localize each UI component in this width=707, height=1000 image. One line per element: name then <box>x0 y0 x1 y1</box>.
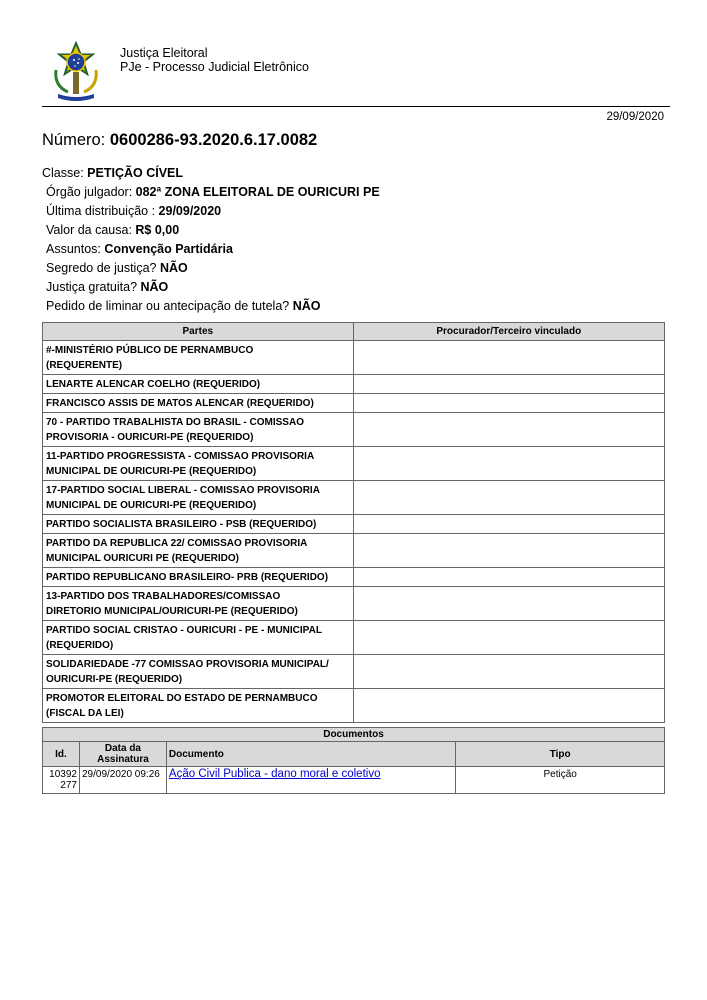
procurador-cell <box>353 621 664 655</box>
field-value: R$ 0,00 <box>135 223 180 237</box>
documento-tipo: Petição <box>456 767 665 794</box>
parte-name-cell <box>43 621 354 655</box>
partes-table-body <box>43 341 665 723</box>
parte-row <box>43 568 665 587</box>
parte-name-line: (FISCAL DA LEI) <box>46 708 124 719</box>
procurador-cell <box>353 655 664 689</box>
parte-name-line: SOLIDARIEDADE -77 COMISSAO PROVISORIA MUNICIPAL/ <box>46 659 329 670</box>
parte-name-line: (REQUERIDO) <box>46 640 114 651</box>
procurador-cell <box>353 568 664 587</box>
parte-name-line: MUNICIPAL DE OURICURI-PE (REQUERIDO) <box>46 466 257 477</box>
field-label: Valor da causa: <box>46 223 136 237</box>
parte-row <box>43 481 665 515</box>
parte-name-cell <box>43 394 354 413</box>
documentos-title: Documentos <box>43 728 665 742</box>
process-fields <box>42 164 667 316</box>
id-line: 10392 <box>49 769 77 780</box>
field-label: Órgão julgador: <box>46 185 136 199</box>
field-label: Classe: <box>42 166 88 180</box>
id-line: 277 <box>60 780 77 791</box>
parte-row <box>43 587 665 621</box>
court-name: Justiça Eleitoral <box>120 46 208 60</box>
parte-row <box>43 621 665 655</box>
parte-name-cell <box>43 534 354 568</box>
parte-name-cell <box>43 655 354 689</box>
parte-row <box>43 394 665 413</box>
procurador-cell <box>353 689 664 723</box>
parte-name-line: PARTIDO REPUBLICANO BRASILEIRO- PRB (REQUERIDO) <box>46 572 329 583</box>
parte-row <box>43 413 665 447</box>
field-value: 29/09/2020 <box>158 204 222 218</box>
field-justica-gratuita <box>42 278 667 297</box>
process-number-label: Número: <box>42 131 106 149</box>
parte-name-cell <box>43 447 354 481</box>
field-value: 082ª ZONA ELEITORAL DE OURICURI PE <box>135 185 380 199</box>
parte-name-line: 70 - PARTIDO TRABALHISTA DO BRASIL - COMISSAO <box>46 417 304 428</box>
procurador-cell <box>353 587 664 621</box>
documentos-table <box>42 727 665 794</box>
field-valor-da-causa <box>42 221 667 240</box>
parte-name-line: 11-PARTIDO PROGRESSISTA - COMISSAO PROVISORIA <box>46 451 315 462</box>
data-assinatura-column-header <box>79 742 166 767</box>
field-value: Convenção Partidária <box>104 242 233 256</box>
header-line: Data da <box>104 743 141 754</box>
procurador-cell <box>353 481 664 515</box>
parte-name-line: (REQUERENTE) <box>46 360 123 371</box>
documento-cell <box>166 767 455 794</box>
field-label: Justiça gratuita? <box>46 280 141 294</box>
parte-name-line: DIRETORIO MUNICIPAL/OURICURI-PE (REQUERIDO) <box>46 606 298 617</box>
id-column-header: Id. <box>43 742 80 767</box>
documentos-title-row <box>43 728 665 742</box>
field-assuntos <box>42 240 667 259</box>
parte-row <box>43 341 665 375</box>
field-value: NÃO <box>159 261 188 275</box>
brasao-republica-icon <box>50 40 102 104</box>
field-label: Assuntos: <box>46 242 105 256</box>
process-number-value: 0600286-93.2020.6.17.0082 <box>109 131 318 149</box>
header-divider <box>42 106 670 107</box>
header-line: Assinatura <box>97 754 149 765</box>
parte-name-cell <box>43 341 354 375</box>
parte-row <box>43 447 665 481</box>
parte-name-cell <box>43 481 354 515</box>
parte-row <box>43 515 665 534</box>
field-value: PETIÇÃO CÍVEL <box>87 166 183 180</box>
documento-row <box>43 767 665 794</box>
parte-name-line: #-MINISTÉRIO PÚBLICO DE PERNAMBUCO <box>46 345 254 356</box>
field-label: Última distribuição : <box>46 204 159 218</box>
documento-link[interactable]: Ação Civil Publica - dano moral e coletivo <box>168 768 381 780</box>
parte-name-line: MUNICIPAL DE OURICURI-PE (REQUERIDO) <box>46 500 257 511</box>
documento-data: 29/09/2020 09:26 <box>79 767 166 794</box>
documento-id <box>43 767 80 794</box>
procurador-cell <box>353 515 664 534</box>
field-value: NÃO <box>140 280 169 294</box>
field-value: NÃO <box>292 299 321 313</box>
tipo-column-header: Tipo <box>456 742 665 767</box>
procurador-cell <box>353 534 664 568</box>
procurador-cell <box>353 375 664 394</box>
parte-name-line: PARTIDO DA REPUBLICA 22/ COMISSAO PROVISORIA <box>46 538 308 549</box>
documento-column-header: Documento <box>166 742 455 767</box>
field-label: Segredo de justiça? <box>46 261 160 275</box>
partes-column-header: Partes <box>43 323 354 341</box>
parte-name-line: PARTIDO SOCIAL CRISTAO - OURICURI - PE - MUNICIPAL <box>46 625 322 636</box>
parte-row <box>43 375 665 394</box>
process-number <box>42 131 317 150</box>
parte-name-cell <box>43 375 354 394</box>
field-orgao-julgador <box>42 183 667 202</box>
procurador-cell <box>353 394 664 413</box>
parte-name-cell <box>43 413 354 447</box>
parte-row <box>43 655 665 689</box>
procurador-column-header: Procurador/Terceiro vinculado <box>353 323 664 341</box>
document-date: 29/09/2020 <box>606 111 664 123</box>
parte-name-line: FRANCISCO ASSIS DE MATOS ALENCAR (REQUERIDO) <box>46 398 314 409</box>
field-pedido-liminar <box>42 297 667 316</box>
parte-name-cell <box>43 587 354 621</box>
parte-name-cell <box>43 568 354 587</box>
documentos-header-row <box>43 742 665 767</box>
procurador-cell <box>353 447 664 481</box>
partes-header-row <box>43 323 665 341</box>
field-segredo-de-justica <box>42 259 667 278</box>
field-classe <box>42 164 667 183</box>
parte-name-line: 13-PARTIDO DOS TRABALHADORES/COMISSAO <box>46 591 281 602</box>
parte-name-line: OURICURI-PE (REQUERIDO) <box>46 674 183 685</box>
parte-row <box>43 534 665 568</box>
partes-table <box>42 322 665 723</box>
procurador-cell <box>353 341 664 375</box>
parte-name-line: MUNICIPAL OURICURI PE (REQUERIDO) <box>46 553 239 564</box>
parte-row <box>43 689 665 723</box>
parte-name-cell <box>43 689 354 723</box>
parte-name-line: PROMOTOR ELEITORAL DO ESTADO DE PERNAMBUCO <box>46 693 318 704</box>
parte-name-line: LENARTE ALENCAR COELHO (REQUERIDO) <box>46 379 261 390</box>
system-name: PJe - Processo Judicial Eletrônico <box>120 60 309 74</box>
parte-name-line: 17-PARTIDO SOCIAL LIBERAL - COMISSAO PROVISORIA <box>46 485 320 496</box>
field-label: Pedido de liminar ou antecipação de tutela? <box>46 299 293 313</box>
field-ultima-distribuicao <box>42 202 667 221</box>
parte-name-line: PROVISORIA - OURICURI-PE (REQUERIDO) <box>46 432 254 443</box>
parte-name-cell <box>43 515 354 534</box>
document-header <box>0 0 707 108</box>
parte-name-line: PARTIDO SOCIALISTA BRASILEIRO - PSB (REQUERIDO) <box>46 519 317 530</box>
procurador-cell <box>353 413 664 447</box>
